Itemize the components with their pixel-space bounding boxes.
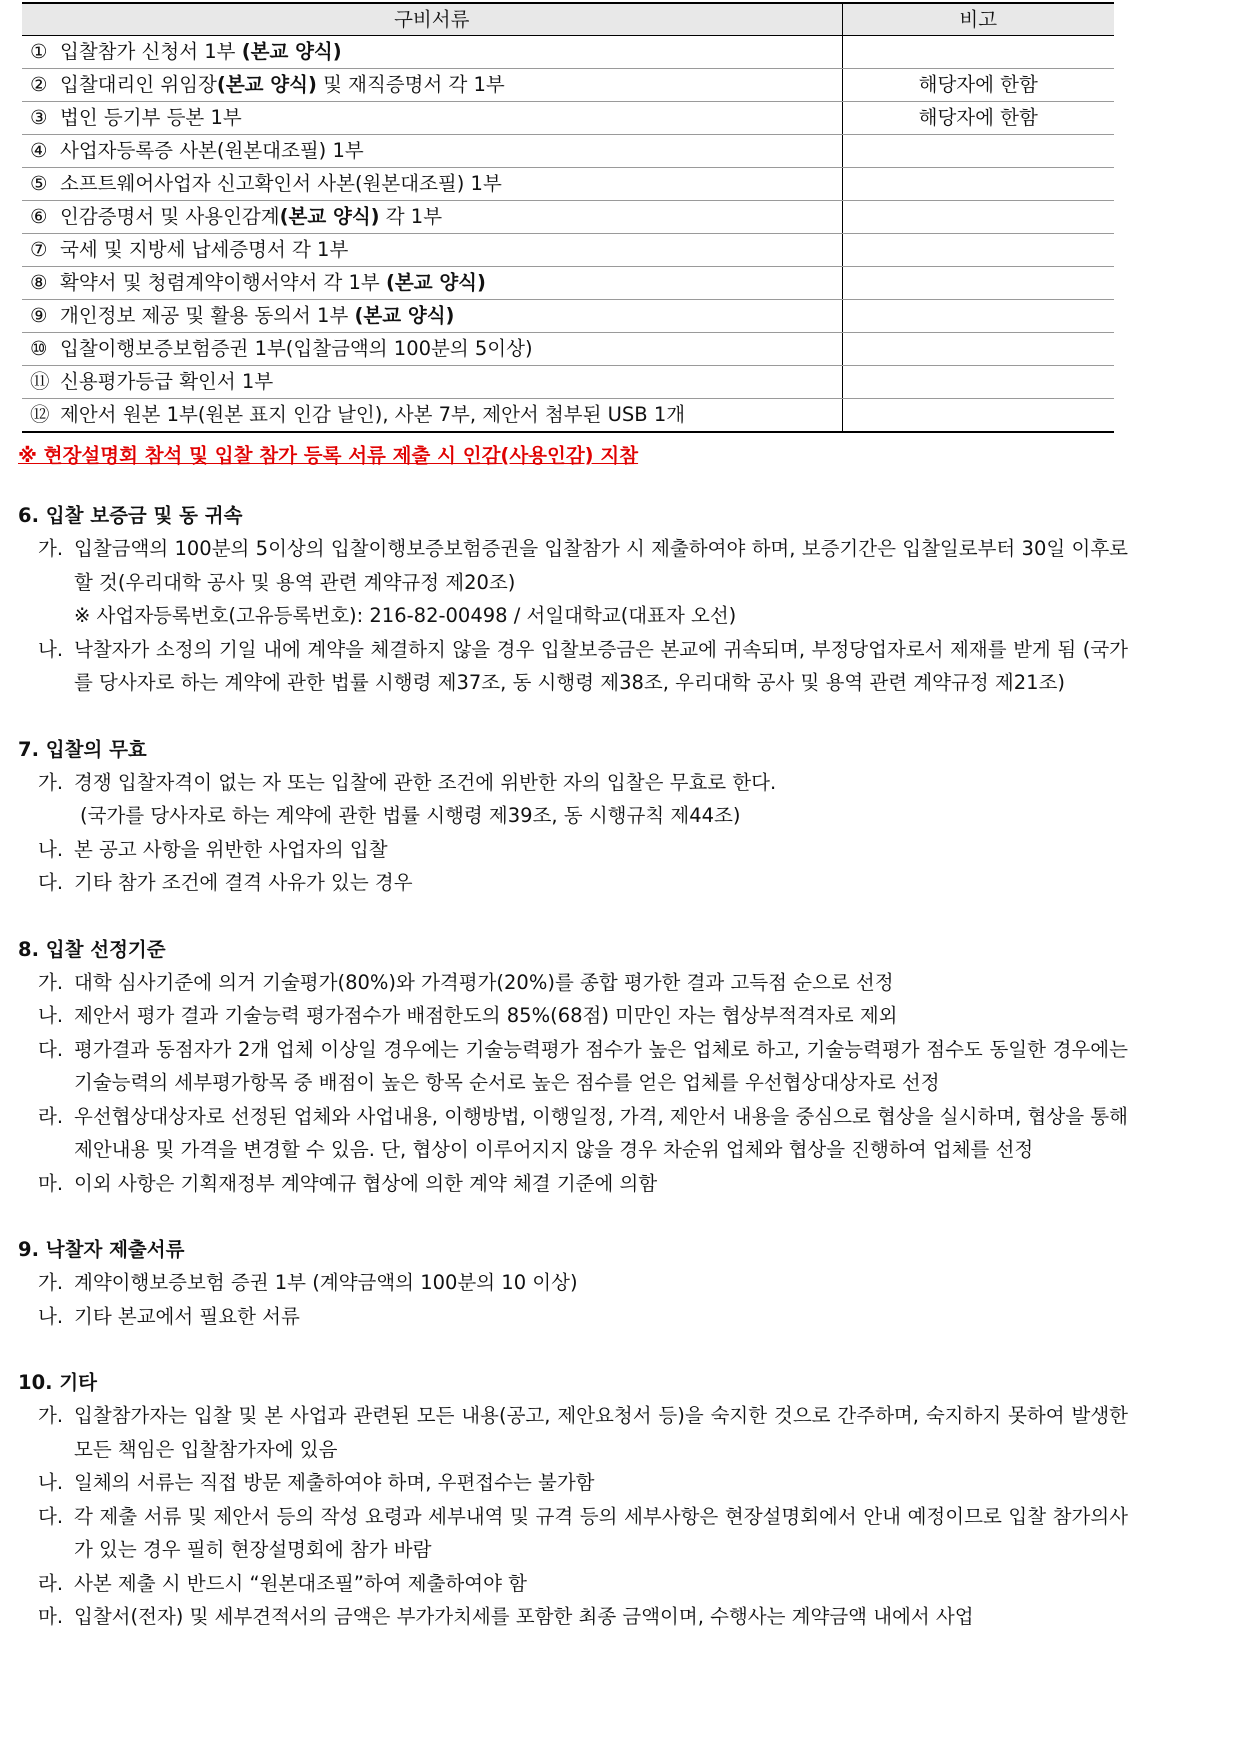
list-marker: 다. [38,1504,64,1528]
document-item [22,234,842,267]
list-item-text: 기타 참가 조건에 결격 사유가 있는 경우 [74,871,413,894]
list-marker: 나. [38,1304,64,1328]
item-text: 제안서 원본 1부(원본 표지 인감 날인), 사본 7부, 제안서 첨부된 USB 1개 [60,403,686,426]
item-number: ⑪ [30,370,50,393]
item-form-tag: (본교 양식) [241,40,342,63]
document-item [22,300,842,333]
document-item [22,36,842,69]
list-marker: 마. [38,1171,64,1195]
table-row [22,300,1114,333]
item-text: 개인정보 제공 및 활용 동의서 1부 [60,304,355,327]
section [18,933,1128,1201]
list-marker: 가. [38,770,64,794]
list-item-text: 입찰참가자는 입찰 및 본 사업과 관련된 모든 내용(공고, 제안요청서 등)을 숙지한 것으로 간주하며, 숙지하지 못하여 발생한 모든 책임은 입찰참가자에 있음 [74,1404,1128,1461]
list-marker: 나. [38,637,64,661]
item-remark [842,234,1114,267]
list-item [18,1500,1128,1567]
list-marker: 나. [38,1004,64,1027]
document-item [22,201,842,234]
item-number: ③ [30,106,48,129]
list-item-text: 이외 사항은 기획재정부 계약예규 협상에 의한 계약 체결 기준에 의함 [74,1171,658,1195]
list-item [18,1033,1128,1100]
item-remark [842,366,1114,399]
list-item-text: 각 제출 서류 및 제안서 등의 작성 요령과 세부내역 및 규격 등의 세부사항은 현장설명회에서 안내 예정이므로 입찰 참가의사가 있는 경우 필히 현장설명회에 참가 바람 [74,1504,1128,1561]
section-title: 9. 낙찰자 제출서류 [18,1238,185,1261]
section-title: 8. 입찰 선정기준 [18,937,166,961]
item-form-tag: (본교 양식) [216,73,317,96]
table-row [22,399,1114,433]
section-title: 6. 입찰 보증금 및 동 귀속 [18,504,243,527]
list-item [18,532,1128,599]
item-number: ⑧ [30,271,48,294]
list-item [18,1100,1128,1167]
list-item [18,1567,1128,1601]
item-text: 국세 및 지방세 납세증명서 각 1부 [60,238,349,261]
section [18,1366,1128,1634]
document-item [22,102,842,135]
item-remark [842,333,1114,366]
document-item [22,399,842,433]
item-number: ② [30,73,48,96]
table-row [22,234,1114,267]
list-item [18,1466,1128,1500]
list-item-text: 입찰금액의 100분의 5이상의 입찰이행보증보험증권을 입찰참가 시 제출하여야 하며, 보증기간은 입찰일로부터 30일 이후로 할 것(우리대학 공사 및 용역 관련 계약규정 제20조) [74,537,1128,594]
section [18,733,1128,900]
document-item [22,135,842,168]
item-remark [842,300,1114,333]
header-remarks: 비고 [842,3,1114,36]
item-text: 사업자등록증 사본(원본대조필) 1부 [60,139,364,162]
table-row [22,36,1114,69]
list-item-text: 평가결과 동점자가 2개 업체 이상일 경우에는 기술능력평가 점수가 높은 업체로 하고, 기술능력평가 점수도 동일한 경우에는 기술능력의 세부평가항목 중 배점이 높은 항목 순서로 높은 점수를 얻은 업체를 우선협상대상자로 선정 [74,1037,1128,1094]
item-remark: 해당자에 한함 [842,69,1114,102]
list-marker: 가. [38,970,64,994]
document-body [18,499,1128,1667]
item-number: ④ [30,139,48,162]
item-text: 소프트웨어사업자 신고확인서 사본(원본대조필) 1부 [60,172,502,195]
table-row [22,366,1114,399]
item-number: ⑦ [30,238,48,261]
item-text: 입찰대리인 위임장 [60,73,217,96]
list-item [18,633,1128,700]
item-remark [842,135,1114,168]
list-marker: 나. [38,837,64,861]
item-form-tag: (본교 양식) [354,304,455,327]
item-remark [842,399,1114,433]
table-row [22,69,1114,102]
item-text: 인감증명서 및 사용인감계 [60,205,280,228]
item-text: 입찰참가 신청서 1부 [60,40,242,63]
list-marker: 마. [38,1605,64,1628]
list-item [18,766,1128,800]
item-form-tag: (본교 양식) [279,205,380,228]
list-marker: 다. [38,871,64,894]
list-item-text: 낙찰자가 소정의 기일 내에 계약을 체결하지 않을 경우 입찰보증금은 본교에 귀속되며, 부정당업자로서 제재를 받게 됨 (국가를 당사자로 하는 계약에 관한 법률 시행령 제37조, 동 시행령 제38조, 우리대학 공사 및 용역 관련 계약규정 제21조) [74,637,1128,694]
item-text: 및 재직증명서 각 1부 [316,73,505,96]
list-item-text: 기타 본교에서 필요한 서류 [74,1304,300,1328]
list-marker: 가. [38,1404,64,1427]
item-text: 확약서 및 청렴계약이행서약서 각 1부 [60,271,386,294]
list-marker: 다. [38,1037,64,1061]
document-item [22,168,842,201]
item-number: ⑤ [30,172,48,195]
list-marker: 가. [38,1271,64,1294]
item-remark: 해당자에 한함 [842,102,1114,135]
list-item [18,833,1128,867]
table-body [22,36,1114,433]
list-item-text: 대학 심사기준에 의거 기술평가(80%)와 가격평가(20%)를 종합 평가한 결과 고득점 순으로 선정 [74,970,894,994]
document-item [22,267,842,300]
list-item [18,999,1128,1033]
list-marker: 나. [38,1471,64,1494]
section-title: 7. 입찰의 무효 [18,737,147,761]
list-item-text: 우선협상대상자로 선정된 업체와 사업내용, 이행방법, 이행일정, 가격, 제안서 내용을 중심으로 협상을 실시하며, 협상을 통해 제안내용 및 가격을 변경할 수 있음. 단, 협상이 이루어지지 않을 경우 차순위 업체와 협상을 진행하여 업체를 선정 [74,1104,1128,1161]
list-item [18,866,1128,900]
table-header-row [22,3,1114,36]
section-title: 10. 기타 [18,1371,98,1394]
item-number: ⑨ [30,304,48,327]
table-row [22,135,1114,168]
table-row [22,168,1114,201]
required-documents-table [22,2,1114,433]
list-item [18,1600,1128,1634]
item-text: 입찰이행보증보험증권 1부(입찰금액의 100분의 5이상) [60,337,533,360]
item-remark [842,36,1114,69]
sub-note: ※ 사업자등록번호(고유등록번호): 216-82-00498 / 서일대학교(대표자 오선) [74,604,737,627]
header-documents: 구비서류 [22,3,842,36]
item-text: 신용평가등급 확인서 1부 [60,370,274,393]
item-text: 각 1부 [379,205,443,228]
list-marker: 라. [38,1104,64,1128]
document-item [22,333,842,366]
list-item [18,1266,1128,1300]
list-item [18,1399,1128,1466]
list-item-text: 경쟁 입찰자격이 없는 자 또는 입찰에 관한 조건에 위반한 자의 입찰은 무효로 한다. [74,770,777,794]
list-item [18,1300,1128,1334]
list-item-text: 계약이행보증보험 증권 1부 (계약금액의 100분의 10 이상) [74,1271,578,1294]
document-item [22,366,842,399]
item-number: ⑥ [30,205,48,228]
list-marker: 가. [38,537,64,560]
sub-note: (국가를 당사자로 하는 계약에 관한 법률 시행령 제39조, 동 시행규칙 제44조) [80,804,741,827]
item-number: ⑩ [30,337,48,360]
warning-note: ※ 현장설명회 참석 및 입찰 참가 등록 서류 제출 시 인감(사용인감) 지참 [18,444,639,467]
section [18,1233,1128,1333]
table-row [22,267,1114,300]
item-number: ⑫ [30,403,50,426]
item-remark [842,201,1114,234]
list-item [18,1167,1128,1201]
item-text: 법인 등기부 등본 1부 [60,106,242,129]
item-remark [842,267,1114,300]
list-marker: 라. [38,1571,64,1595]
list-item-text: 본 공고 사항을 위반한 사업자의 입찰 [74,837,388,861]
item-number: ① [30,40,48,63]
list-item-text: 사본 제출 시 반드시 “원본대조필”하여 제출하여야 함 [74,1571,527,1595]
section [18,499,1128,700]
table-row [22,201,1114,234]
document-item [22,69,842,102]
table-row [22,102,1114,135]
item-form-tag: (본교 양식) [385,271,486,294]
list-item-text: 제안서 평가 결과 기술능력 평가점수가 배점한도의 85%(68점) 미만인 자는 협상부적격자로 제외 [74,1004,898,1027]
table-row [22,333,1114,366]
list-item-text: 입찰서(전자) 및 세부견적서의 금액은 부가가치세를 포함한 최종 금액이며, 수행사는 계약금액 내에서 사업 [74,1605,974,1628]
item-remark [842,168,1114,201]
list-item-text: 일체의 서류는 직접 방문 제출하여야 하며, 우편접수는 불가함 [74,1471,595,1494]
list-item [18,966,1128,1000]
